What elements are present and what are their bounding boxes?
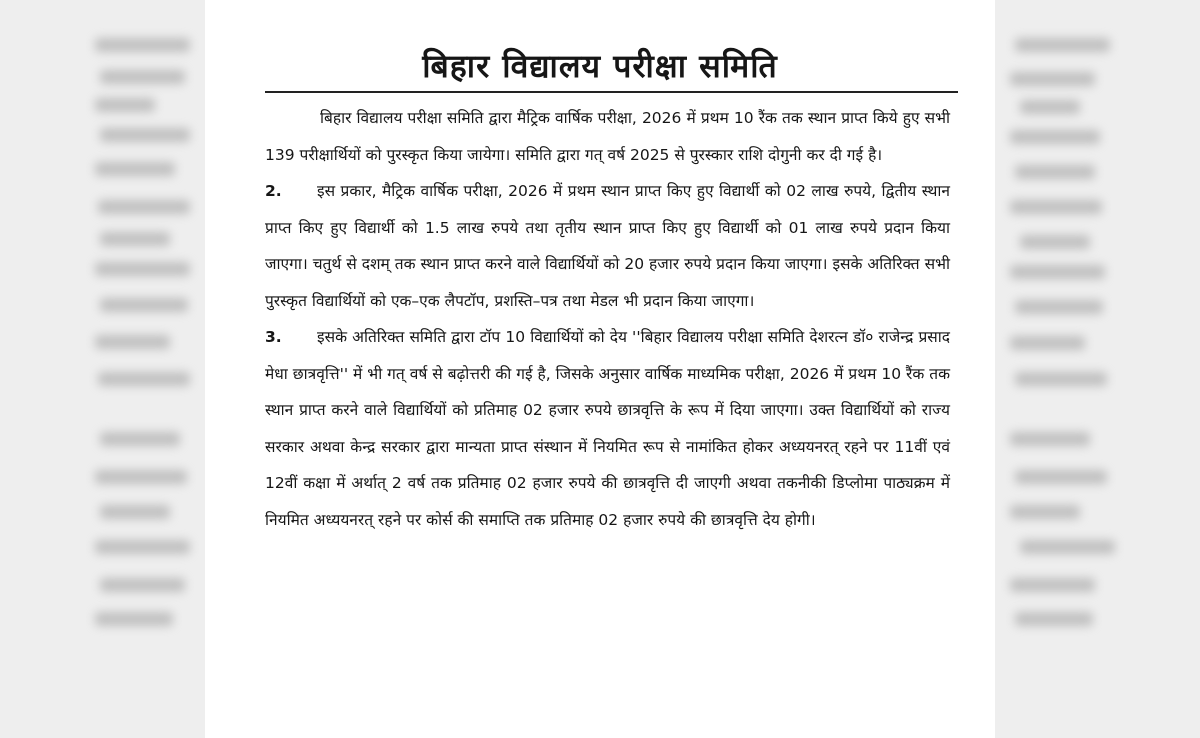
paragraph-3-number: 3. bbox=[265, 328, 282, 346]
blurred-right-margin bbox=[995, 0, 1200, 738]
paragraph-2-number: 2. bbox=[265, 182, 282, 200]
document-body bbox=[265, 100, 950, 538]
blurred-left-margin bbox=[0, 0, 205, 738]
paragraph-2-text: इस प्रकार, मैट्रिक वार्षिक परीक्षा, 2026 में प्रथम स्थान प्राप्त किए हुए विद्यार्थी को 02 लाख रुपये, द्वितीय स्थान प्राप्त किए हुए विद्यार्थी को 1.5 लाख रुपये तथा तृतीय स्थान प्राप्त किए हुए विद्यार्थी को 01 लाख रुपये प्रदान किया जाएगा। चतुर्थ से दशम् तक स्थान प्राप्त करने वाले विद्यार्थियों को 20 हजार रुपये प्रदान किया जाएगा। इसके अतिरिक्त सभी पुरस्कृत विद्यार्थियों को एक–एक लैपटॉप, प्रशस्ति–पत्र तथा मेडल भी प्रदान किया जाएगा। bbox=[265, 182, 950, 310]
paragraph-3 bbox=[265, 319, 950, 538]
paragraph-1 bbox=[265, 100, 950, 173]
paragraph-3-text: इसके अतिरिक्त समिति द्वारा टॉप 10 विद्यार्थियों को देय ''बिहार विद्यालय परीक्षा समिति देशरत्न डॉ० राजेन्द्र प्रसाद मेधा छात्रवृत्ति'' में भी गत् वर्ष से बढ़ोत्तरी की गई है, जिसके अनुसार वार्षिक माध्यमिक परीक्षा, 2026 में प्रथम 10 रैंक तक स्थान प्राप्त करने वाले विद्यार्थियों को प्रतिमाह 02 हजार रुपये छात्रवृत्ति के रूप में दिया जाएगा। उक्त विद्यार्थियों को राज्य सरकार अथवा केन्द्र सरकार द्वारा मान्यता प्राप्त संस्थान में नियमित रूप से नामांकित होकर अध्ययनरत् रहने पर 11वीं एवं 12वीं कक्षा में अर्थात् 2 वर्ष तक प्रतिमाह 02 हजार रुपये की छात्रवृत्ति दी जाएगी अथवा तकनीकी डिप्लोमा पाठ्यक्रम में नियमित अध्ययनरत् रहने पर कोर्स की समाप्ति तक प्रतिमाह 02 हजार रुपये की छात्रवृत्ति देय होगी। bbox=[265, 328, 950, 529]
document-title: बिहार विद्यालय परीक्षा समिति bbox=[422, 47, 778, 85]
paragraph-2 bbox=[265, 173, 950, 319]
document-page bbox=[205, 0, 995, 738]
paragraph-1-text: बिहार विद्यालय परीक्षा समिति द्वारा मैट्रिक वार्षिक परीक्षा, 2026 में प्रथम 10 रैंक तक स्थान प्राप्त किये हुए सभी 139 परीक्षार्थियों को पुरस्कृत किया जायेगा। समिति द्वारा गत् वर्ष 2025 से पुरस्कार राशि दोगुनी कर दी गई है। bbox=[265, 109, 950, 164]
title-underline bbox=[265, 91, 958, 93]
